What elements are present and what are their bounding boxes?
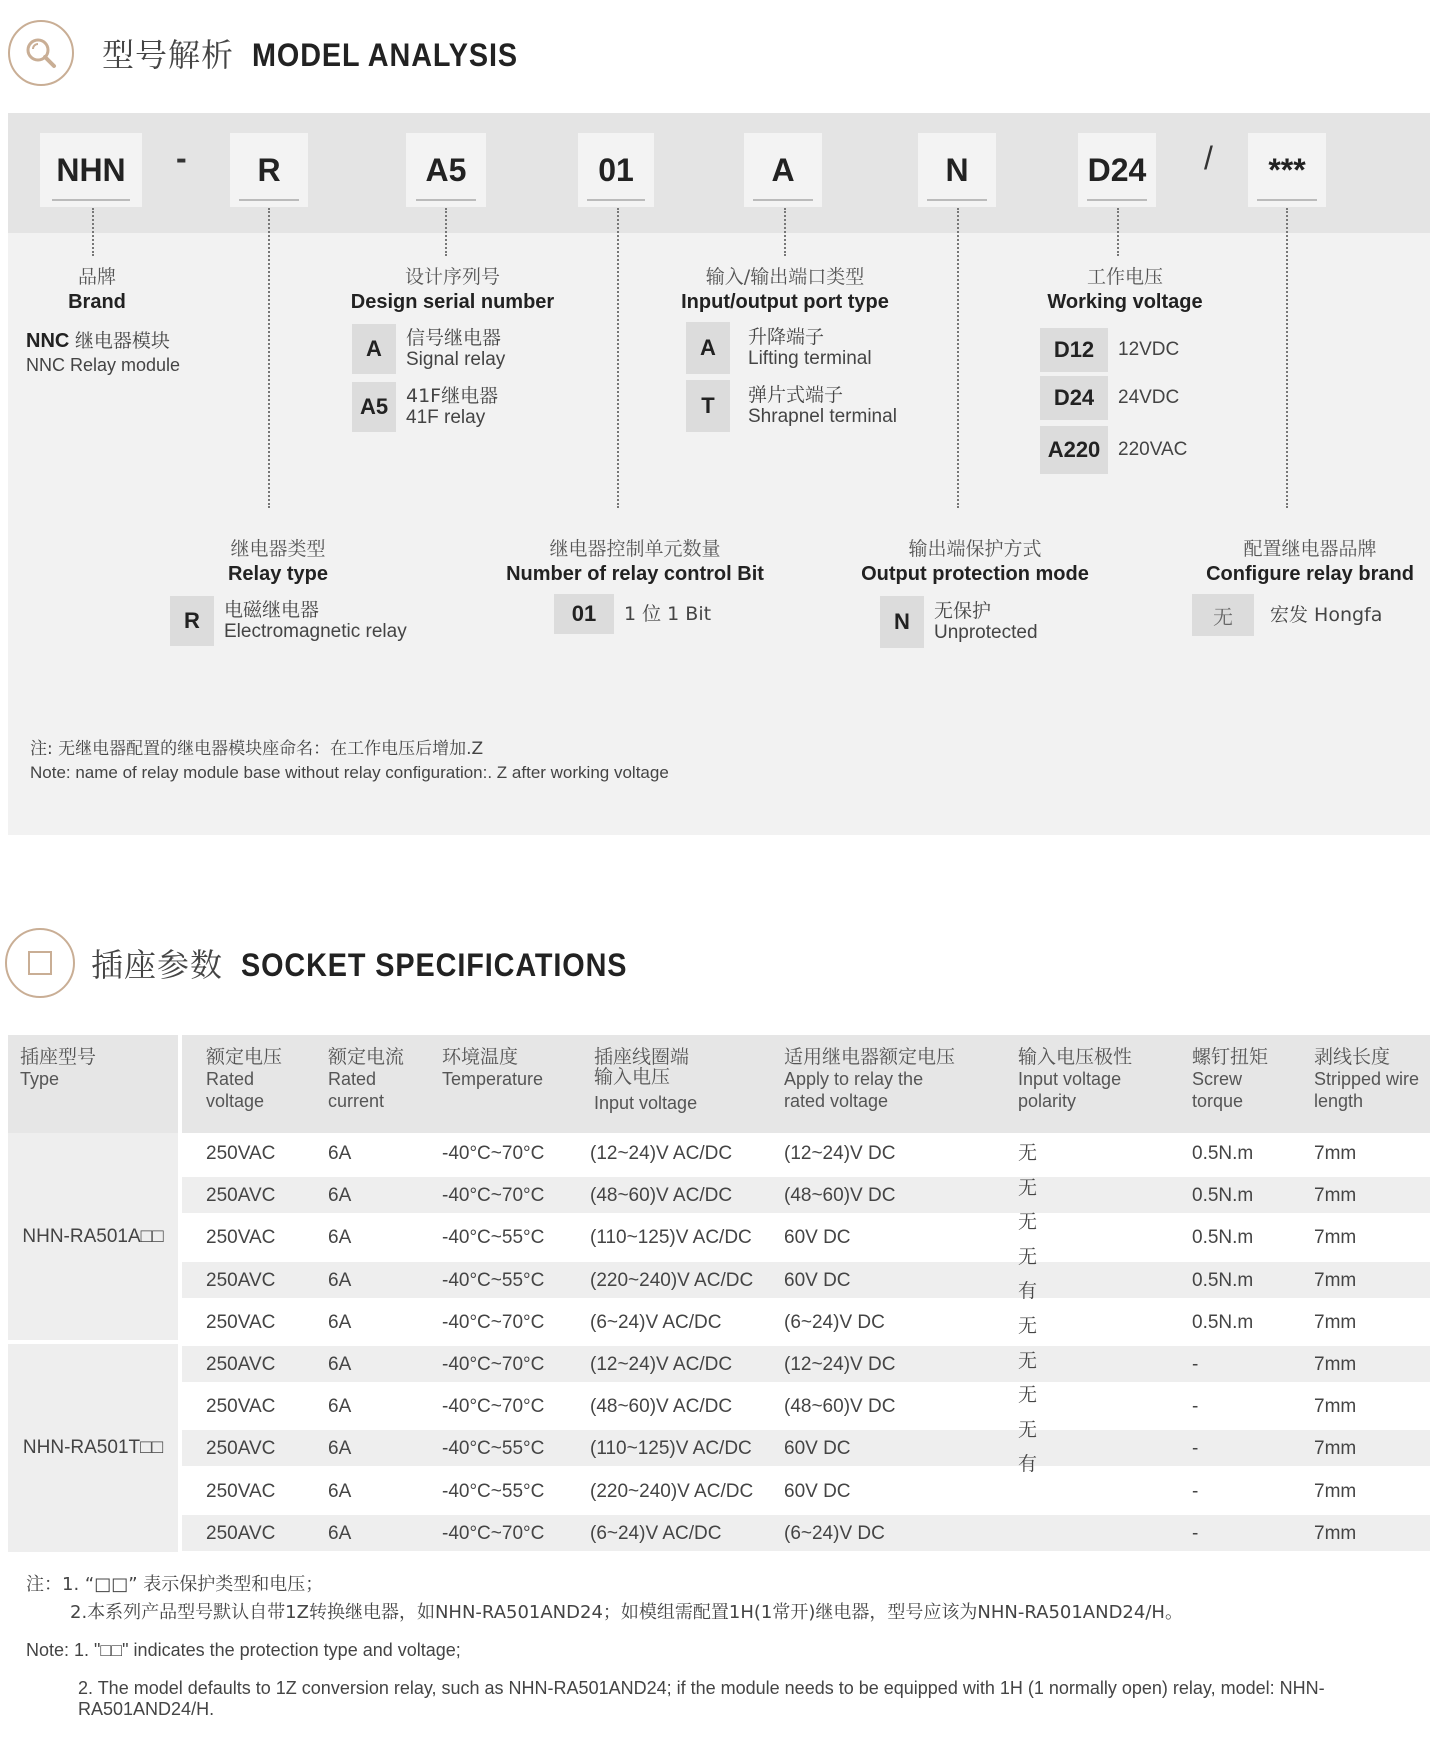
connector-line <box>784 208 786 256</box>
header-temperature: 环境温度 Temperature <box>442 1046 544 1089</box>
table-cell: 6A <box>328 1185 352 1207</box>
table-cell: 250VAC <box>206 1227 276 1249</box>
table-cell: 0.5N.m <box>1192 1143 1254 1164</box>
polarity-cell: 无 <box>1018 1211 1038 1234</box>
code-nhn: NHN <box>40 133 142 207</box>
table-cell: 250VAC <box>206 1480 276 1502</box>
port-option-a: A 升降端子 Lifting terminal <box>686 322 872 374</box>
table-cell: 7mm <box>1314 1522 1357 1544</box>
table-cell: (6~24)V AC/DC <box>590 1311 722 1333</box>
table-cell: 250AVC <box>206 1438 276 1460</box>
code-brand: *** <box>1248 133 1326 207</box>
header-input-voltage: 插座线圈端 输入电压 Input voltage <box>594 1046 698 1113</box>
table-cell: 60V DC <box>784 1269 851 1291</box>
socket-note-en-2: 2. The model defaults to 1Z conversion relay, such as NHN-RA501AND24; if the module needs to be equipped with 1H (1 normally open) relay, model: NHN-RA501AND24/H. <box>78 1678 1325 1719</box>
table-cell: -40°C~70°C <box>442 1354 545 1375</box>
table-cell: 0.5N.m <box>1192 1227 1254 1249</box>
polarity-cell: 无 <box>1018 1418 1038 1441</box>
connector-line <box>92 208 94 256</box>
polarity-cell: 无 <box>1018 1384 1038 1407</box>
table-cell: (110~125)V AC/DC <box>590 1227 752 1249</box>
table-cell: 250AVC <box>206 1522 276 1544</box>
table-cell: (6~24)V DC <box>784 1522 885 1544</box>
table-cell: -40°C~70°C <box>442 1311 545 1333</box>
table-cell: 60V DC <box>784 1227 851 1249</box>
code-r: R <box>230 133 308 207</box>
header-polarity: 输入电压极性 Input voltage polarity <box>1018 1046 1133 1111</box>
table-cell: 0.5N.m <box>1192 1311 1254 1333</box>
table-cell: 6A <box>328 1227 352 1249</box>
table-cell: (48~60)V DC <box>784 1185 896 1207</box>
header-stripped-wire: 剥线长度 Stripped wire length <box>1314 1046 1420 1111</box>
header-screw-torque: 螺钉扭矩 Screw torque <box>1192 1046 1269 1111</box>
table-cell: 7mm <box>1314 1269 1357 1291</box>
table-cell: 250AVC <box>206 1354 276 1375</box>
table-cell: -40°C~70°C <box>442 1185 545 1207</box>
type-group-a: NHN-RA501A□□ <box>8 1133 178 1340</box>
table-cell: 250VAC <box>206 1311 276 1333</box>
table-cell: (12~24)V AC/DC <box>590 1354 733 1375</box>
table-cell: 250AVC <box>206 1185 276 1207</box>
header-rated-current: 额定电流 Rated current <box>328 1046 405 1111</box>
polarity-cell: 无 <box>1018 1176 1038 1199</box>
table-cell: - <box>1192 1354 1199 1375</box>
heading-cn: 型号解析 <box>102 36 235 74</box>
table-cell: 7mm <box>1314 1227 1357 1249</box>
connector-line <box>268 208 270 508</box>
working-voltage-label: 工作电压 Working voltage <box>1047 266 1203 313</box>
table-cell: - <box>1192 1522 1199 1544</box>
table-cell: -40°C~70°C <box>442 1396 545 1418</box>
table-cell: -40°C~55°C <box>442 1480 545 1502</box>
socket-note-cn-1: 注：1. “□□” 表示保护类型和电压； <box>26 1574 324 1595</box>
control-bit-label: 继电器控制单元数量 Number of relay control Bit <box>506 538 764 585</box>
polarity-cell: 无 <box>1018 1245 1038 1268</box>
relay-brand-option: 无 宏发 Hongfa <box>1192 594 1382 636</box>
table-cell: (110~125)V AC/DC <box>590 1438 752 1460</box>
table-cell: 6A <box>328 1354 352 1375</box>
table-cell: 250VAC <box>206 1143 276 1164</box>
header-type: 插座型号 Type <box>20 1046 97 1089</box>
table-cell: (6~24)V DC <box>784 1311 885 1333</box>
separator-slash: / <box>1204 140 1213 176</box>
model-code-band <box>8 113 1430 233</box>
table-cell: -40°C~55°C <box>442 1269 545 1291</box>
type-group-t: NHN-RA501T□□ <box>8 1344 178 1552</box>
voltage-option-d24: D24 24VDC <box>1040 376 1179 420</box>
table-cell: (12~24)V AC/DC <box>590 1143 733 1164</box>
relay-type-label: 继电器类型 Relay type <box>227 538 329 585</box>
table-cell: (12~24)V DC <box>784 1354 896 1375</box>
table-cell: (48~60)V AC/DC <box>590 1185 733 1207</box>
table-cell: - <box>1192 1480 1199 1502</box>
polarity-cell: 有 <box>1018 1453 1038 1476</box>
heading-en: MODEL ANALYSIS <box>251 37 518 73</box>
table-cell: 6A <box>328 1522 352 1544</box>
model-analysis-note: 注: 无继电器配置的继电器模块座命名：在工作电压后增加.Z Note: name of relay module base without relay configuration:. Z after working voltage <box>30 739 669 782</box>
polarity-cell: 有 <box>1018 1280 1038 1303</box>
control-bit-option: 01 1 位 1 Bit <box>554 594 711 634</box>
table-cell: -40°C~55°C <box>442 1438 545 1460</box>
voltage-option-a220: A220 220VAC <box>1040 426 1187 474</box>
header-relay-rated-voltage: 适用继电器额定电压 Apply to relay the rated voltage <box>784 1046 956 1111</box>
polarity-cell: 无 <box>1018 1349 1038 1372</box>
table-cell: 7mm <box>1314 1480 1357 1502</box>
table-cell: 250AVC <box>206 1269 276 1291</box>
table-cell: 6A <box>328 1396 352 1418</box>
heading-cn: 插座参数 <box>91 946 224 984</box>
code-a: A <box>744 133 822 207</box>
socket-specs-heading <box>5 928 670 998</box>
code-n: N <box>918 133 996 207</box>
table-cell: -40°C~70°C <box>442 1143 545 1164</box>
protection-label: 输出端保护方式 Output protection mode <box>861 538 1089 585</box>
table-cell: 7mm <box>1314 1311 1357 1333</box>
table-cell: 6A <box>328 1143 352 1164</box>
connector-line <box>1117 208 1119 256</box>
socket-note-en-1: Note: 1. "□□" indicates the protection type and voltage; <box>26 1640 461 1660</box>
table-cell: (12~24)V DC <box>784 1143 896 1164</box>
table-cell: 7mm <box>1314 1143 1357 1164</box>
table-cell: -40°C~55°C <box>442 1227 545 1249</box>
table-cell: 6A <box>328 1269 352 1291</box>
header-rated-voltage: 额定电压 Rated voltage <box>206 1046 283 1111</box>
brand-value: NNC 继电器模块 NNC Relay module <box>26 330 181 375</box>
table-cell: (220~240)V AC/DC <box>590 1269 754 1291</box>
voltage-option-d12: D12 12VDC <box>1040 328 1179 372</box>
separator-dash: - <box>176 140 187 176</box>
brand-label: 品牌 Brand <box>68 266 126 313</box>
table-cell: 7mm <box>1314 1185 1357 1207</box>
table-cell: (6~24)V AC/DC <box>590 1522 722 1544</box>
table-cell: (220~240)V AC/DC <box>590 1480 754 1502</box>
connector-line <box>445 208 447 256</box>
polarity-cell: 无 <box>1018 1142 1038 1164</box>
table-cell: 60V DC <box>784 1438 851 1460</box>
table-cell: 7mm <box>1314 1438 1357 1460</box>
connector-line <box>957 208 959 508</box>
connector-line <box>617 208 619 508</box>
design-option-a5: A5 41F继电器 41F relay <box>352 382 498 432</box>
socket-icon <box>5 928 75 998</box>
table-cell: 6A <box>328 1438 352 1460</box>
table-cell: 60V DC <box>784 1480 851 1502</box>
port-option-t: T 弹片式端子 Shrapnel terminal <box>686 380 897 432</box>
table-cell: (48~60)V AC/DC <box>590 1396 733 1418</box>
design-serial-label: 设计序列号 Design serial number <box>350 266 555 313</box>
table-cell: 7mm <box>1314 1354 1357 1375</box>
table-cell: (48~60)V DC <box>784 1396 896 1418</box>
polarity-cell: 无 <box>1018 1315 1038 1337</box>
table-cell: 7mm <box>1314 1396 1357 1418</box>
relay-brand-label: 配置继电器品牌 Configure relay brand <box>1206 538 1414 585</box>
code-01: 01 <box>578 133 654 207</box>
table-cell: 0.5N.m <box>1192 1185 1254 1207</box>
search-icon <box>8 20 74 86</box>
table-cell: 250VAC <box>206 1396 276 1418</box>
relay-type-option: R 电磁继电器 Electromagnetic relay <box>170 596 407 646</box>
protection-option: N 无保护 Unprotected <box>880 596 1038 648</box>
code-a5: A5 <box>406 133 486 207</box>
table-cell: - <box>1192 1438 1199 1460</box>
table-cell: 6A <box>328 1480 352 1502</box>
socket-note-cn-2: 2.本系列产品型号默认自带1Z转换继电器，如NHN-RA501AND24；如模组需配置1H(1常开)继电器，型号应该为NHN-RA501AND24/H。 <box>70 1602 1183 1623</box>
port-type-label: 输入/输出端口类型 Input/output port type <box>681 266 889 313</box>
heading-en: SOCKET SPECIFICATIONS <box>240 947 628 983</box>
model-analysis-heading <box>8 20 547 86</box>
connector-line <box>1286 208 1288 508</box>
table-cell: -40°C~70°C <box>442 1522 545 1544</box>
table-cell: 0.5N.m <box>1192 1269 1254 1291</box>
table-cell: 6A <box>328 1311 352 1333</box>
code-d24: D24 <box>1078 133 1156 207</box>
design-option-a: A 信号继电器 Signal relay <box>352 324 505 374</box>
table-cell: - <box>1192 1396 1199 1418</box>
